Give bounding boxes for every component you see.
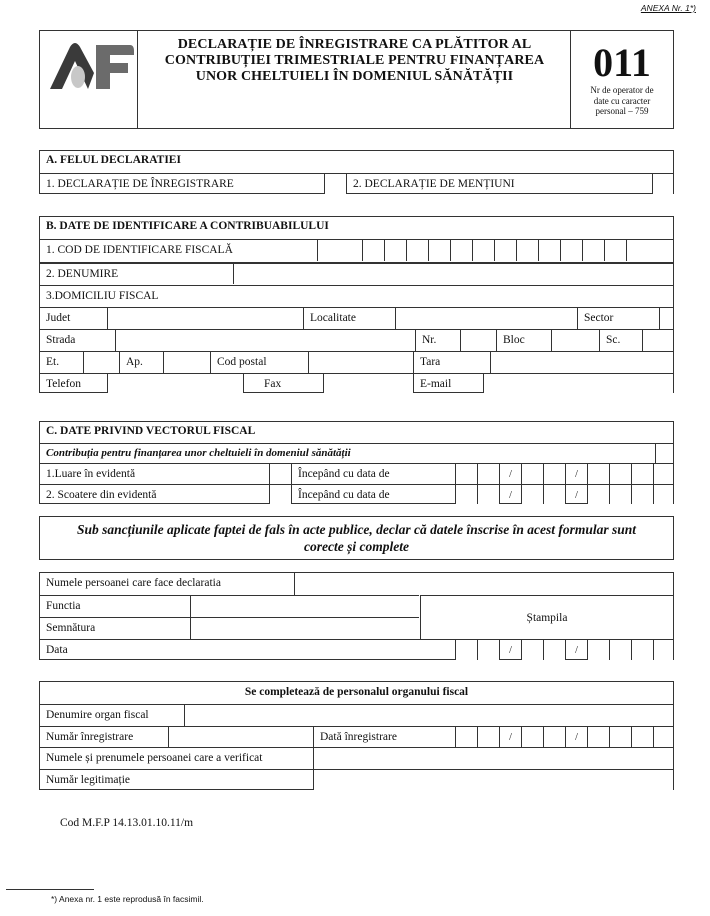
stamp-area[interactable] — [420, 595, 673, 639]
af-logo-icon — [44, 37, 134, 97]
section-b-title: B. DATE DE IDENTIFICARE A CONTRIBUABILULUI — [46, 220, 329, 232]
office-name-label: Denumire organ fiscal — [46, 709, 149, 721]
signature-date-digit-cell[interactable] — [631, 640, 653, 660]
ap-label: Ap. — [119, 352, 163, 373]
reg-date-label: Dată înregistrare — [313, 727, 455, 747]
sc-label: Sc. — [599, 330, 642, 351]
date-separator: / — [499, 485, 521, 504]
section-a-options-row — [40, 173, 673, 194]
scoatere-date-digit-cell[interactable] — [631, 485, 653, 504]
date-separator: / — [499, 727, 521, 747]
registration-row — [40, 726, 673, 747]
email-label: E-mail — [413, 374, 483, 393]
form-header — [39, 30, 674, 129]
denumire-row — [40, 262, 673, 284]
option-mentions-label: 2. DECLARAȚIE DE MENȚIUNI — [346, 174, 652, 194]
option-mentions-checkbox[interactable] — [652, 174, 673, 194]
id-number-label: Număr legitimație — [46, 774, 130, 786]
declaration-text — [40, 521, 673, 555]
date-separator: / — [565, 485, 587, 504]
option-registration-checkbox[interactable] — [324, 174, 346, 194]
date-separator: / — [499, 464, 521, 484]
cif-digit-cell[interactable] — [317, 240, 362, 261]
annex-label: ANEXA Nr. 1*) — [640, 3, 696, 13]
scoatere-date-label: Începând cu data de — [291, 485, 455, 504]
date-row — [40, 639, 673, 660]
logo-area — [40, 31, 138, 128]
date-separator: / — [565, 640, 587, 660]
luare-date-label: Începând cu data de — [291, 464, 455, 484]
reg-date-digit-cell[interactable] — [653, 727, 673, 747]
title-line-2: CONTRIBUȚIEI TRIMESTRIALE PENTRU FINANȚAREA — [164, 53, 545, 68]
nr-input[interactable] — [460, 330, 496, 351]
section-c-subtitle-blank — [655, 444, 673, 463]
scoatere-date-digit-cell[interactable] — [543, 485, 565, 504]
reg-date-digit-cell[interactable] — [631, 727, 653, 747]
cif-digit-cell[interactable] — [494, 240, 516, 261]
section-c-title: C. DATE PRIVIND VECTORUL FISCAL — [46, 425, 256, 437]
form-title — [138, 37, 571, 85]
declaration-box — [39, 516, 674, 560]
cif-digit-cell[interactable] — [626, 240, 673, 261]
judet-label: Judet — [46, 312, 71, 324]
signature-date-digit-cell[interactable] — [653, 640, 673, 660]
judet-row — [40, 307, 673, 329]
denumire-input[interactable] — [233, 264, 673, 284]
bloc-input[interactable] — [551, 330, 599, 351]
signature-date-digit-cell[interactable] — [609, 640, 631, 660]
luare-date-digit-cell[interactable] — [631, 464, 653, 484]
declaration-line-1: Sub sancțiunile aplicate faptei de fals în acte publice, declar că datele înscrise în acest formular sunt — [76, 522, 637, 537]
telefon-label: Telefon — [46, 378, 81, 390]
cif-digit-cell[interactable] — [428, 240, 450, 261]
et-label: Et. — [46, 356, 60, 368]
footnote-divider — [6, 889, 94, 890]
cif-digit-cell[interactable] — [472, 240, 494, 261]
section-a — [39, 150, 674, 194]
date-separator: / — [565, 727, 587, 747]
fiscal-office-section — [39, 681, 674, 790]
stamp-label: Ștampila — [526, 612, 568, 624]
strada-label: Strada — [46, 334, 76, 346]
cif-digit-cell[interactable] — [582, 240, 604, 261]
cif-digit-cell[interactable] — [516, 240, 538, 261]
cif-digit-cell[interactable] — [604, 240, 626, 261]
localitate-input[interactable] — [395, 308, 577, 329]
telefon-input[interactable] — [107, 374, 243, 393]
title-line-1: DECLARAȚIE DE ÎNREGISTRARE CA PLĂTITOR AL — [177, 37, 532, 52]
sector-label: Sector — [577, 308, 659, 329]
scoatere-date-digit-cell[interactable] — [609, 485, 631, 504]
et-row — [40, 351, 673, 373]
cif-row — [40, 239, 673, 261]
verifier-input[interactable] — [313, 748, 673, 769]
reg-date-digit-cell[interactable] — [455, 727, 477, 747]
function-input[interactable] — [190, 596, 419, 617]
scoatere-date-digit-cell[interactable] — [587, 485, 609, 504]
signature-input[interactable] — [190, 618, 419, 639]
declarant-name-label: Numele persoanei care face declaratia — [46, 577, 221, 589]
footnote: *) Anexa nr. 1 este reprodusă în facsimil. — [51, 894, 204, 904]
luare-date-digit-cell[interactable] — [587, 464, 609, 484]
section-c-subtitle-row — [40, 443, 673, 463]
fiscal-office-title: Se completează de personalul organului fiscal — [244, 686, 469, 698]
signature-date-digit-cell[interactable] — [543, 640, 565, 660]
reg-date-digit-cell[interactable] — [587, 727, 609, 747]
tara-input[interactable] — [490, 352, 673, 373]
section-c-subtitle: Contribuția pentru finanțarea unor cheltuieli în domeniul sănătății — [46, 447, 351, 459]
cif-digit-cell[interactable] — [560, 240, 582, 261]
operator-note-line-1: Nr de operator de — [590, 85, 654, 95]
fax-label: Fax — [243, 374, 323, 393]
reg-date-digit-cell[interactable] — [609, 727, 631, 747]
scoatere-date-digit-cell[interactable] — [477, 485, 499, 504]
option-registration-label: 1. DECLARAȚIE DE ÎNREGISTRARE — [46, 178, 234, 190]
tara-label: Tara — [413, 352, 490, 373]
form-number-block — [570, 31, 673, 128]
email-input[interactable] — [483, 374, 673, 393]
scoatere-date-digit-cell[interactable] — [455, 485, 477, 504]
reg-number-label: Număr înregistrare — [46, 731, 134, 743]
section-b — [39, 216, 674, 393]
luare-label: 1.Luare în evidentă — [46, 468, 136, 480]
reg-date-digit-cell[interactable] — [477, 727, 499, 747]
date-label: Data — [46, 644, 68, 656]
cif-digit-cell[interactable] — [538, 240, 560, 261]
signature-date-digit-cell[interactable] — [455, 640, 477, 660]
id-number-row — [40, 769, 673, 790]
luare-date-digit-cell[interactable] — [521, 464, 543, 484]
operator-note-line-3: personal – 759 — [595, 106, 649, 116]
scoatere-row — [40, 484, 673, 504]
domiciliu-row — [40, 285, 673, 307]
luare-date-digit-cell[interactable] — [653, 464, 673, 484]
luare-date-digit-cell[interactable] — [455, 464, 477, 484]
verifier-row — [40, 747, 673, 769]
signature-date-digit-cell[interactable] — [477, 640, 499, 660]
cod-postal-label: Cod postal — [210, 352, 308, 373]
cif-digit-cell[interactable] — [406, 240, 428, 261]
section-c — [39, 421, 674, 504]
declarant-name-row — [40, 573, 673, 595]
luare-date-digit-cell[interactable] — [477, 464, 499, 484]
id-number-input[interactable] — [313, 770, 673, 790]
operator-note-line-2: date cu caracter — [593, 95, 651, 106]
cif-label: 1. COD DE IDENTIFICARE FISCALĂ — [46, 244, 233, 256]
sc-input[interactable] — [642, 330, 673, 351]
office-name-input[interactable] — [184, 705, 673, 726]
reg-number-input[interactable] — [168, 727, 313, 747]
function-label: Functia — [46, 600, 81, 612]
ap-input[interactable] — [163, 352, 210, 373]
telefon-row — [40, 373, 673, 393]
localitate-label: Localitate — [303, 308, 395, 329]
luare-checkbox[interactable] — [269, 464, 291, 484]
office-name-row — [40, 704, 673, 726]
cif-digit-cell[interactable] — [384, 240, 406, 261]
judet-input[interactable] — [107, 308, 303, 329]
cif-digit-cell[interactable] — [450, 240, 472, 261]
signature-section — [39, 572, 674, 660]
denumire-label: 2. DENUMIRE — [46, 268, 119, 280]
nr-label: Nr. — [415, 330, 460, 351]
domiciliu-label: 3.DOMICILIU FISCAL — [46, 290, 159, 302]
et-input[interactable] — [83, 352, 119, 373]
date-separator: / — [499, 640, 521, 660]
title-line-3: UNOR CHELTUIELI ÎN DOMENIUL SĂNĂTĂȚII — [195, 69, 514, 84]
section-a-title: A. FELUL DECLARATIEI — [46, 154, 181, 166]
declaration-line-2: corecte și complete — [304, 539, 409, 554]
luare-date-digit-cell[interactable] — [543, 464, 565, 484]
signature-row — [40, 617, 419, 639]
signature-date-digit-cell[interactable] — [587, 640, 609, 660]
fax-input[interactable] — [323, 374, 413, 393]
sector-input[interactable] — [659, 308, 673, 329]
signature-date-digit-cell[interactable] — [521, 640, 543, 660]
function-row — [40, 595, 419, 617]
declarant-name-input[interactable] — [294, 573, 673, 595]
signature-label: Semnătura — [46, 622, 96, 634]
form-code: Cod M.F.P 14.13.01.10.11/m — [60, 817, 194, 829]
scoatere-date-digit-cell[interactable] — [521, 485, 543, 504]
strada-row — [40, 329, 673, 351]
luare-row — [40, 463, 673, 484]
verifier-label: Numele și prenumele persoanei care a verificat — [46, 752, 263, 764]
scoatere-date-digit-cell[interactable] — [653, 485, 673, 504]
cif-digit-cell[interactable] — [362, 240, 384, 261]
date-separator: / — [565, 464, 587, 484]
strada-input[interactable] — [115, 330, 415, 351]
reg-date-digit-cell[interactable] — [521, 727, 543, 747]
reg-date-digit-cell[interactable] — [543, 727, 565, 747]
bloc-label: Bloc — [496, 330, 551, 351]
scoatere-label: 2. Scoatere din evidentă — [46, 489, 157, 501]
cod-postal-input[interactable] — [308, 352, 413, 373]
form-number: 011 — [593, 40, 651, 85]
luare-date-digit-cell[interactable] — [609, 464, 631, 484]
scoatere-checkbox[interactable] — [269, 485, 291, 504]
